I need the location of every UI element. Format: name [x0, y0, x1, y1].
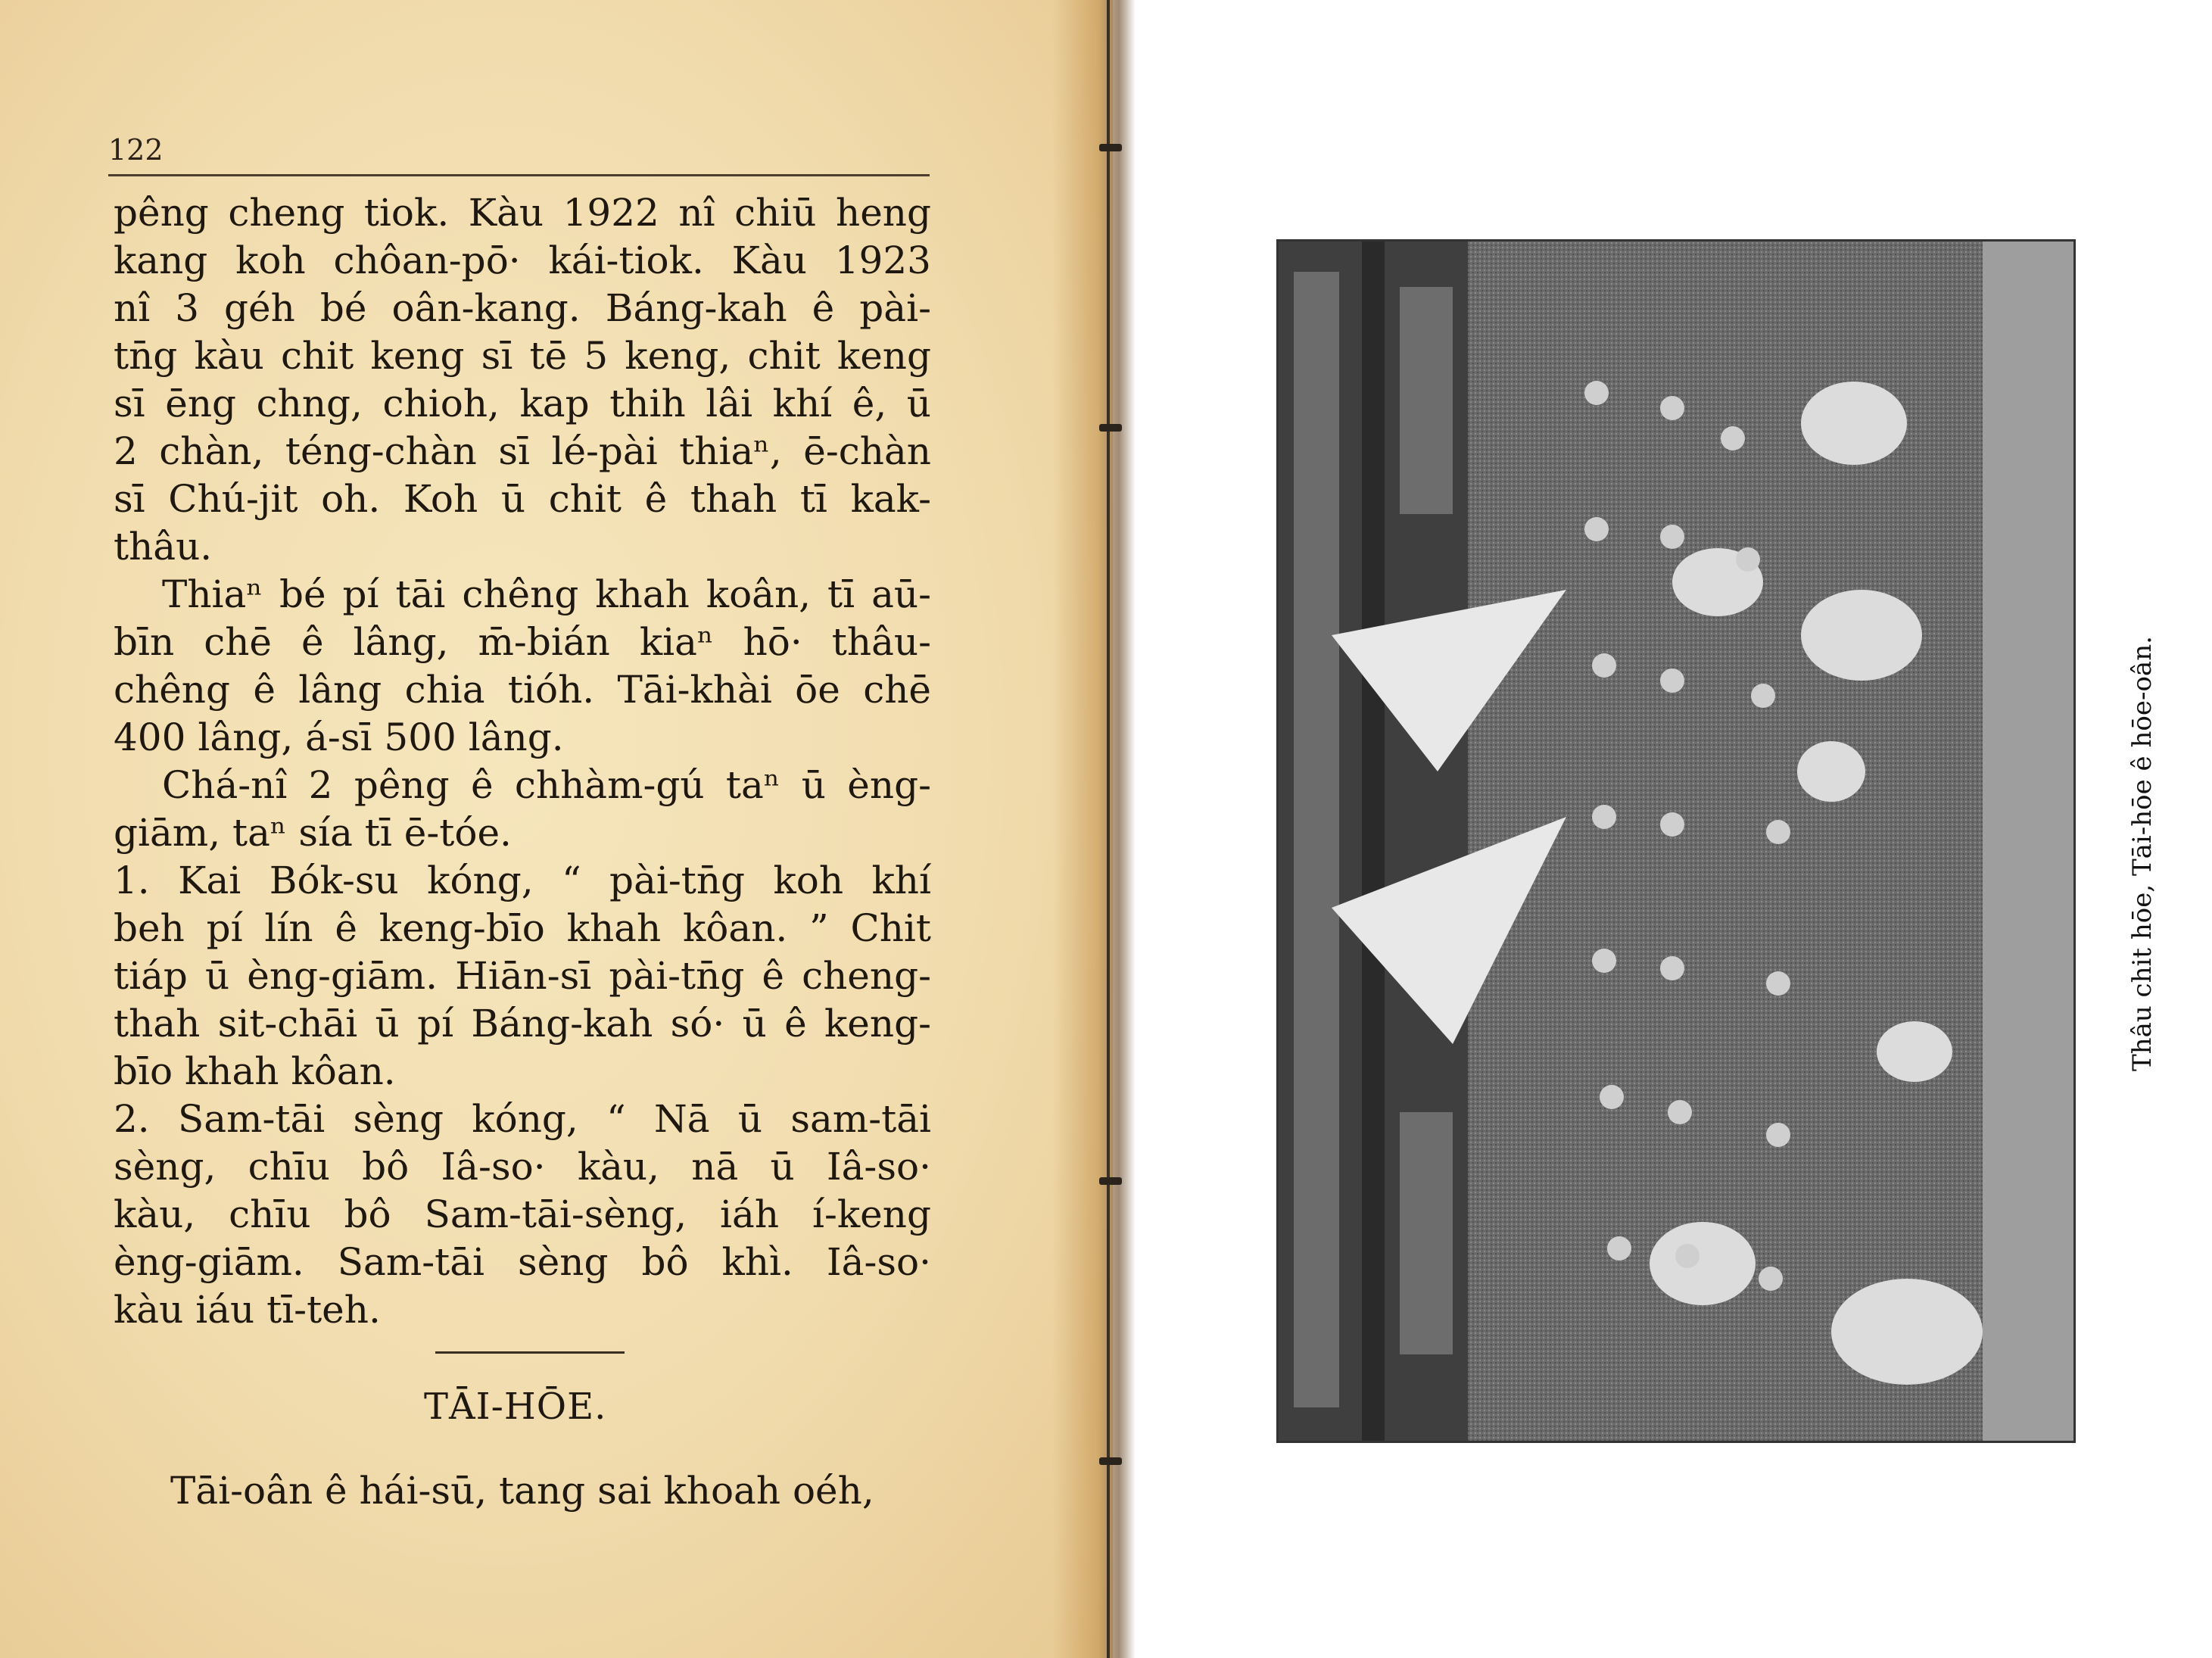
text-line: Chá-nî 2 pêng ê chhàm-gú taⁿ ū èng-	[162, 763, 931, 807]
text-line: èng-giām. Sam-tāi sèng bô khì. Iâ-so·	[114, 1240, 931, 1284]
page-number: 122	[108, 133, 164, 167]
body-text	[114, 189, 931, 1334]
binding-stitch	[1099, 1457, 1122, 1465]
section-divider	[435, 1351, 625, 1354]
text-line: sī ēng chng, chioh, kap thih lâi khí ê, ū	[114, 382, 931, 425]
text-line: chêng ê lâng chia tióh. Tāi-khài ōe chē	[114, 668, 931, 712]
text-line: bīo khah kôan.	[114, 1049, 396, 1093]
binding-stitch	[1099, 144, 1122, 151]
text-line: bīn chē ê lâng, m̄-bián kiaⁿ hō· thâu-	[114, 620, 931, 664]
photo-caption: Thâu chit hōe, Tāi-hōe ê hōe-oân.	[2127, 636, 2157, 1071]
text-line: thâu.	[114, 525, 213, 569]
header-rule	[108, 174, 930, 176]
book-spine	[1107, 0, 1110, 1658]
group-photograph	[1276, 239, 2076, 1443]
text-line: Tāi-oân ê hái-sū, tang sai khoah oéh,	[170, 1469, 874, 1513]
text-line: 2 chàn, téng-chàn sī lé-pài thiaⁿ, ē-chàn	[114, 429, 931, 473]
text-line: giām, taⁿ sía tī ē-tóe.	[114, 811, 512, 855]
text-line: pêng cheng tiok. Kàu 1922 nî chiū heng	[114, 191, 931, 235]
text-line: 2. Sam-tāi sèng kóng, “ Nā ū sam-tāi	[114, 1097, 931, 1141]
gutter-shadow	[1052, 0, 1136, 1658]
text-line: nî 3 géh bé oân-kang. Báng-kah ê pài-	[114, 286, 931, 330]
text-line: thah sit-chāi ū pí Báng-kah só· ū ê keng-	[114, 1002, 931, 1046]
text-line: beh pí lín ê keng-bīo khah kôan. ” Chit	[114, 906, 931, 950]
text-line: kàu, chīu bô Sam-tāi-sèng, iáh í-keng	[114, 1192, 931, 1236]
section-title: TĀI-HŌE.	[424, 1385, 607, 1428]
text-line: Thiaⁿ bé pí tāi chêng khah koân, tī aū-	[162, 572, 931, 616]
text-line: kàu iáu tī-teh.	[114, 1288, 381, 1332]
text-line: 1. Kai Bók-su kóng, “ pài-tn̄g koh khí	[114, 859, 931, 902]
text-line: tiáp ū èng-giām. Hiān-sī pài-tn̄g ê cheng-	[114, 954, 931, 998]
text-line: sèng, chīu bô Iâ-so· kàu, nā ū Iâ-so·	[114, 1145, 931, 1189]
text-line: 400 lâng, á-sī 500 lâng.	[114, 715, 564, 759]
text-line: tn̄g kàu chit keng sī tē 5 keng, chit keng	[114, 334, 931, 378]
photo-illustration	[1279, 242, 2073, 1441]
text-line: kang koh chôan-pō· kái-tiok. Kàu 1923	[114, 238, 931, 282]
binding-stitch	[1099, 1177, 1122, 1185]
text-line: sī Chú-jit oh. Koh ū chit ê thah tī kak-	[114, 477, 931, 521]
binding-stitch	[1099, 424, 1122, 432]
